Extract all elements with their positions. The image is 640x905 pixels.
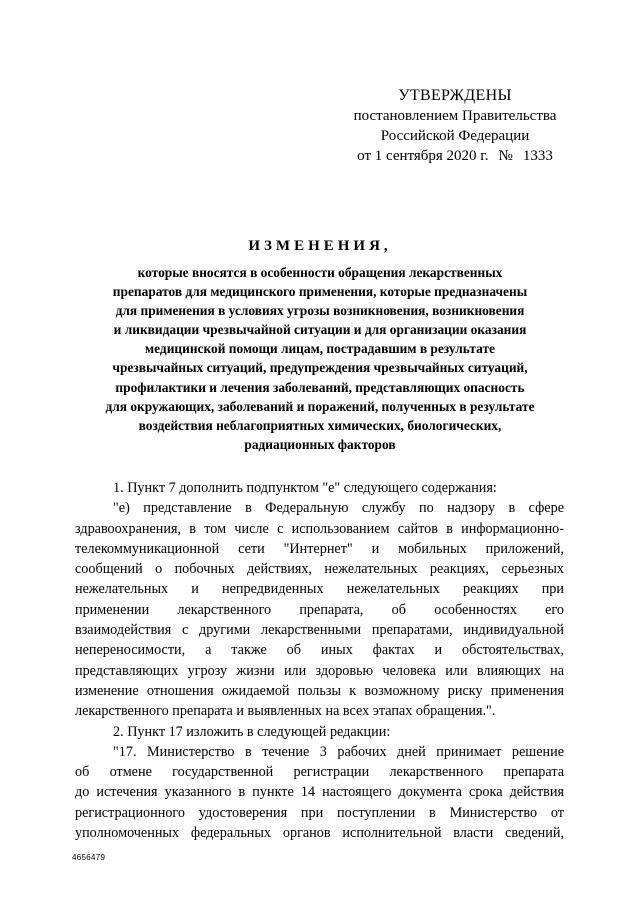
subtitle-line: медицинской помощи лицам, пострадавшим в результате (145, 341, 495, 357)
document-body (75, 478, 564, 843)
body-line: до истечения указанного в пункте 14 настоящего документа срока действия (75, 784, 564, 801)
body-line: уполномоченных федеральных органов исполнительной власти сведений, (75, 825, 564, 842)
approval-line-1: постановлением Правительства (353, 108, 557, 124)
body-line: "17. Министерство в течение 3 рабочих дней принимает решение (113, 743, 564, 760)
approval-date-line (330, 146, 580, 166)
body-line: "е) представление в Федеральную службу по надзору в сфере (113, 500, 564, 517)
document-heading: ИЗМЕНЕНИЯ, (248, 238, 392, 254)
body-line: здравоохранения, в том числе с использованием сайтов в информационно- (75, 520, 564, 537)
subtitle-line: воздействия неблагоприятных химических, биологических, (138, 417, 502, 433)
body-line: об отмене государственной регистрации лекарственного препарата (75, 764, 564, 781)
body-line: регистрационного удостоверения при поступлении в Министерство от (75, 804, 564, 821)
body-line: 1. Пункт 7 дополнить подпунктом "е" следующего содержания: (113, 480, 497, 496)
document-id: 4656479 (72, 853, 106, 862)
body-line: лекарственного препарата и выявленных на всех этапах обращения.". (75, 703, 496, 720)
subtitle-line: и ликвидации чрезвычайной ситуации и для организации оказания (113, 322, 527, 338)
subtitle-line: для применения в условиях угрозы возникновения, возникновения (115, 303, 525, 319)
subtitle-line: радиационных факторов (244, 436, 396, 452)
approval-stamp (330, 86, 580, 166)
approval-number-sign: № (498, 148, 513, 164)
subtitle-line: которые вносятся в особенности обращения лекарственных (137, 265, 503, 280)
body-line: непереносимости, а также об иных фактах и обстоятельствах, (75, 642, 564, 659)
body-line: изменение отношения ожидаемой пользы к возможному риску применения (75, 682, 564, 699)
subtitle-line: для окружающих, заболеваний и поражений, полученных в результате (105, 398, 535, 414)
body-line: сообщений о побочных действиях, нежелательных реакциях, серьезных (75, 561, 564, 578)
subtitle-line: препаратов для медицинского применения, которые предназначены (112, 284, 528, 300)
body-line: нежелательных и непредвиденных нежелательных реакциях при (75, 581, 564, 598)
approval-date: от 1 сентября 2020 г. (357, 148, 489, 164)
body-line: представляющих угрозу жизни или здоровью человека или влияющих на (75, 662, 564, 679)
approval-number: 1333 (522, 148, 553, 164)
approval-title: УТВЕРЖДЕНЫ (398, 87, 512, 104)
approval-line-2: Российской Федерации (380, 128, 530, 144)
body-line: 2. Пункт 17 изложить в следующей редакции: (113, 723, 391, 740)
body-line: применении лекарственного препарата, об особенностях его (75, 601, 564, 618)
document-subtitle (60, 263, 580, 454)
body-line: телекоммуникационной сети "Интернет" и мобильных приложений, (75, 540, 564, 557)
subtitle-line: профилактики и лечения заболеваний, представляющих опасность (115, 379, 525, 395)
body-line: взаимодействия с другими лекарственными препаратами, индивидуальной (75, 622, 564, 639)
subtitle-line: чрезвычайных ситуаций, предупреждения чрезвычайных ситуаций, (112, 360, 528, 376)
